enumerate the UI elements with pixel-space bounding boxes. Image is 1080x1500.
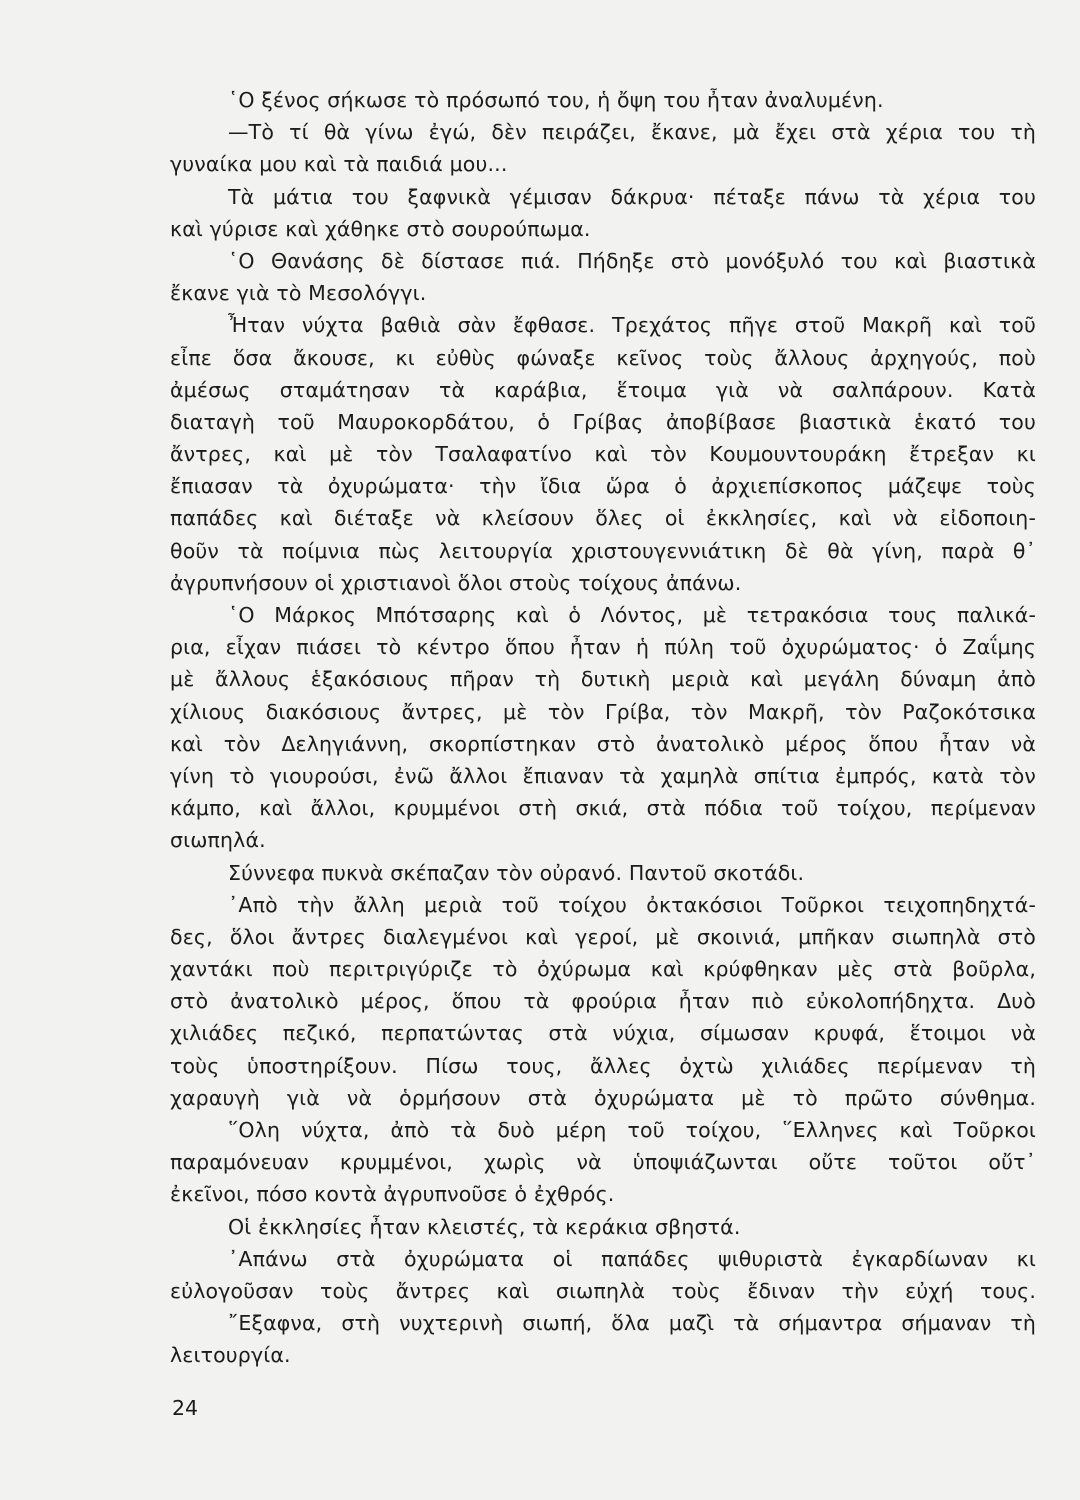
- text-line: χιλιάδες πεζικό, περπατώντας στὰ νύχια, σίμωσαν κρυφά, ἕτοιμοι νὰ: [170, 1021, 1036, 1046]
- text-line: ἔπιασαν τὰ ὀχυρώματα· τὴν ἴδια ὥρα ὁ ἀρχιεπίσκοπος μάζεψε τοὺς: [170, 474, 1036, 499]
- text-line: ᾽Απάνω στὰ ὀχυρώματα οἱ παπάδες ψιθυριστὰ ἐγκαρδίωναν κι: [228, 1246, 1036, 1271]
- text-line: Οἱ ἐκκλησίες ἦταν κλειστές, τὰ κεράκια σβηστά.: [228, 1214, 741, 1239]
- text-line: εὐλογοῦσαν τοὺς ἄντρες καὶ σιωπηλὰ τοὺς ἔδιναν τὴν εὐχή τους.: [170, 1278, 1036, 1303]
- text-line: ῎Εξαφνα, στὴ νυχτερινὴ σιωπή, ὅλα μαζὶ τὰ σήμαντρα σήμαναν τὴ: [228, 1311, 1036, 1336]
- text-line: ῞Ολη νύχτα, ἀπὸ τὰ δυὸ μέρη τοῦ τοίχου, ῞Ελληνες καὶ Τοῦρκοι: [228, 1118, 1036, 1142]
- text-line: σιωπηλά.: [170, 828, 266, 853]
- text-line: μὲ ἄλλους ἑξακόσιους πῆραν τὴ δυτικὴ μεριὰ καὶ μεγάλη δύναμη ἀπὸ: [170, 667, 1036, 692]
- text-line: τοὺς ὑποστηρίξουν. Πίσω τους, ἄλλες ὀχτὼ χιλιάδες περίμεναν τὴ: [170, 1053, 1036, 1078]
- text-line: Σύννεφα πυκνὰ σκέπαζαν τὸν οὐρανό. Παντοῦ σκοτάδι.: [228, 860, 805, 885]
- text-line: κάμπο, καὶ ἄλλοι, κρυμμένοι στὴ σκιά, στὰ πόδια τοῦ τοίχου, περίμεναν: [170, 796, 1036, 821]
- text-line: εἶπε ὅσα ἄκουσε, κι εὐθὺς φώναξε κεῖνος τοὺς ἄλλους ἀρχηγούς, ποὺ: [170, 345, 1036, 370]
- text-line: λειτουργία.: [170, 1343, 291, 1368]
- text-line: ἔκανε γιὰ τὸ Μεσολόγγι.: [170, 281, 427, 306]
- text-line: ρια, εἶχαν πιάσει τὸ κέντρο ὅπου ἦταν ἡ πύλη τοῦ ὀχυρώματος· ὁ Ζαΐμης: [170, 635, 1036, 660]
- text-line: δες, ὅλοι ἄντρες διαλεγμένοι καὶ γεροί, μὲ σκοινιά, μπῆκαν σιωπηλὰ στὸ: [170, 924, 1036, 949]
- text-line: καὶ γύρισε καὶ χάθηκε στὸ σουρούπωμα.: [170, 216, 591, 241]
- text-line: χίλιους διακόσιους ἄντρες, μὲ τὸν Γρίβα, τὸν Μακρῆ, τὸν Ραζοκότσικα: [170, 699, 1036, 724]
- text-line: Τὰ μάτια του ξαφνικὰ γέμισαν δάκρυα· πέταξε πάνω τὰ χέρια του: [228, 184, 1036, 209]
- page-number: 24: [172, 1396, 199, 1420]
- text-line: παραμόνευαν κρυμμένοι, χωρὶς νὰ ὑποψιάζωνται οὔτε τοῦτοι οὔτ᾽: [170, 1150, 1036, 1175]
- text-line: στὸ ἀνατολικὸ μέρος, ὅπου τὰ φρούρια ἦταν πιὸ εὐκολοπήδηχτα. Δυὸ: [170, 989, 1036, 1014]
- text-line: Ἦταν νύχτα βαθιὰ σὰν ἔφθασε. Τρεχάτος πῆγε στοῦ Μακρῆ καὶ τοῦ: [228, 313, 1036, 338]
- text-line: διαταγὴ τοῦ Μαυροκορδάτου, ὁ Γρίβας ἀποβίβασε βιαστικὰ ἑκατό του: [170, 409, 1036, 434]
- text-line: χαραυγὴ γιὰ νὰ ὁρμήσουν στὰ ὀχυρώματα μὲ τὸ πρῶτο σύνθημα.: [170, 1085, 1036, 1110]
- text-line: θοῦν τὰ ποίμνια πὼς λειτουργία χριστουγεννιάτικη δὲ θὰ γίνη, παρὰ θ᾽: [170, 538, 1036, 563]
- text-line: ῾Ο Θανάσης δὲ δίστασε πιά. Πήδηξε στὸ μονόξυλό του καὶ βιαστικὰ: [228, 248, 1036, 273]
- text-line: ἐκεῖνοι, πόσο κοντὰ ἀγρυπνοῦσε ὁ ἐχθρός.: [170, 1182, 615, 1207]
- text-line: ἀμέσως σταμάτησαν τὰ καράβια, ἕτοιμα γιὰ νὰ σαλπάρουν. Κατὰ: [170, 377, 1036, 402]
- text-line: παπάδες καὶ διέταξε νὰ κλείσουν ὅλες οἱ ἐκκλησίες, καὶ νὰ εἰδοποιη-: [170, 506, 1036, 531]
- text-line: ᾽Απὸ τὴν ἄλλη μεριὰ τοῦ τοίχου ὀκτακόσιοι Τοῦρκοι τειχοπηδηχτά-: [228, 892, 1036, 917]
- text-line: ῾Ο Μάρκος Μπότσαρης καὶ ὁ Λόντος, μὲ τετρακόσια τους παλικά-: [228, 603, 1036, 627]
- text-line: καὶ τὸν Δεληγιάννη, σκορπίστηκαν στὸ ἀνατολικὸ μέρος ὅπου ἦταν νὰ: [170, 731, 1036, 756]
- text-line: ῾Ο ξένος σήκωσε τὸ πρόσωπό του, ἡ ὄψη του ἦταν ἀναλυμένη.: [228, 88, 884, 112]
- text-line: χαντάκι ποὺ περιτριγύριζε τὸ ὀχύρωμα καὶ κρύφθηκαν μὲς στὰ βοῦρλα,: [170, 957, 1036, 982]
- body-text: [170, 84, 1036, 1372]
- text-line: ἄντρες, καὶ μὲ τὸν Τσαλαφατίνο καὶ τὸν Κουμουντουράκη ἔτρεξαν κι: [170, 442, 1036, 467]
- text-line: ἀγρυπνήσουν οἱ χριστιανοὶ ὅλοι στοὺς τοίχους ἀπάνω.: [170, 570, 742, 595]
- text-line: —Τὸ τί θὰ γίνω ἐγώ, δὲν πειράζει, ἔκανε, μὰ ἔχει στὰ χέρια του τὴ: [228, 120, 1036, 145]
- text-line: γίνη τὸ γιουρούσι, ἐνῶ ἄλλοι ἔπιαναν τὰ χαμηλὰ σπίτια ἐμπρός, κατὰ τὸν: [170, 763, 1036, 788]
- text-line: γυναίκα μου καὶ τὰ παιδιά μου...: [170, 152, 508, 177]
